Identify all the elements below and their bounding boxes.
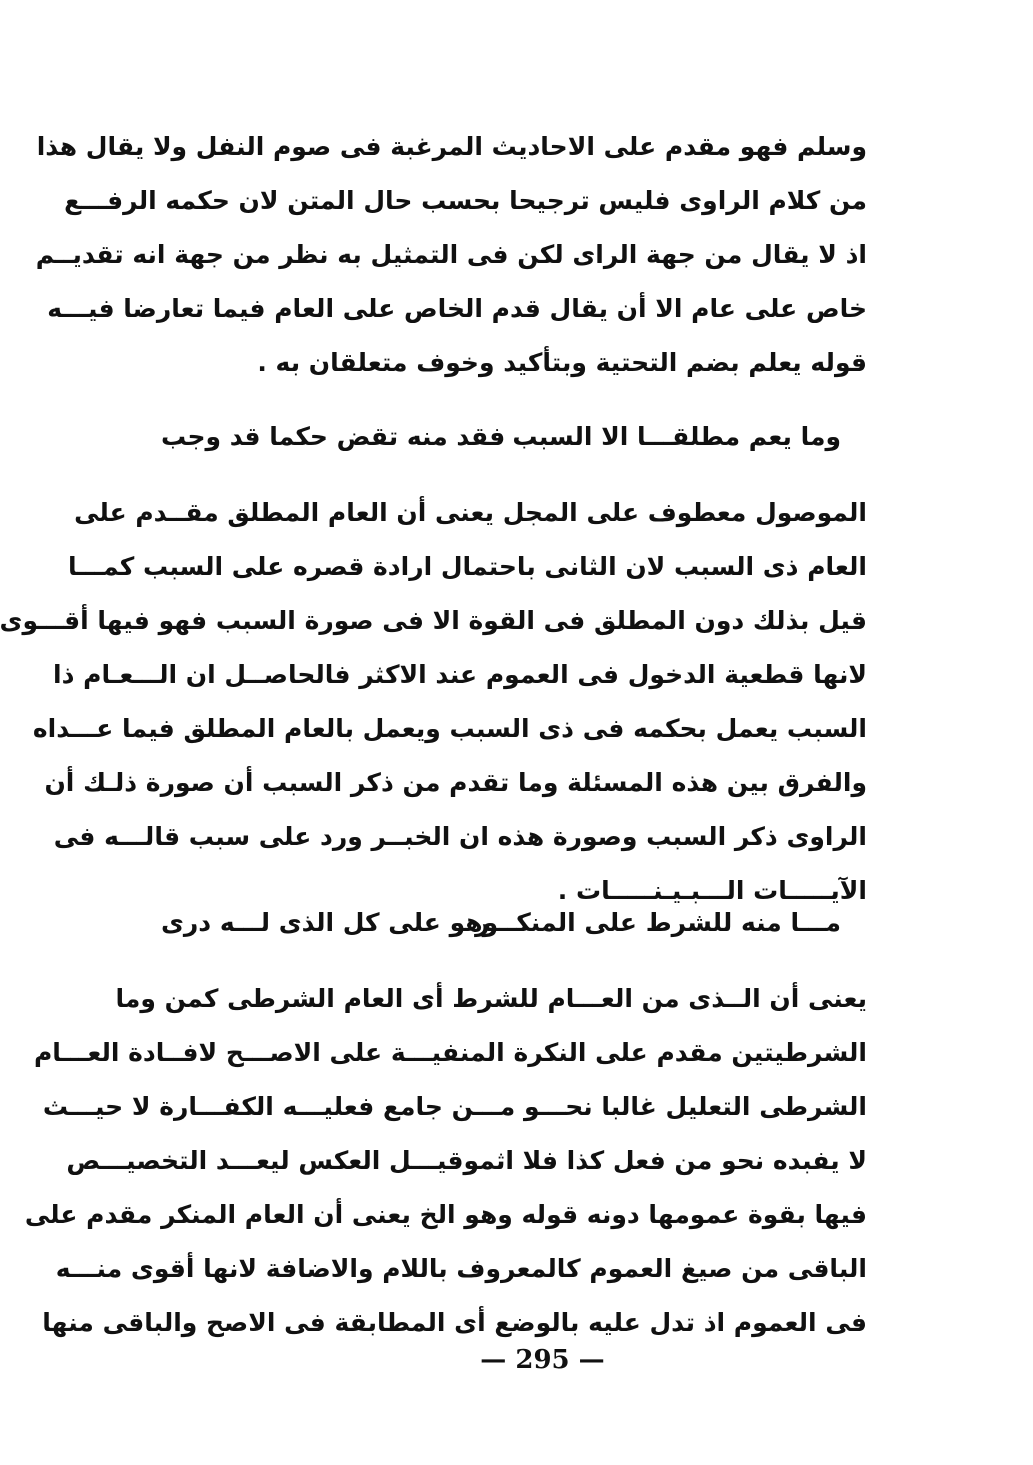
text-line: السبب يعمل بحكمه فى ذى السبب ويعمل بالعام المطلق فيما عـــداه — [32, 714, 867, 743]
text-line: الشرطيتين مقدم على النكرة المنفيـــة على الاصـــح لافــادة العـــام — [33, 1038, 867, 1067]
text-line: لانها قطعية الدخول فى العموم عند الاكثر فالحاصــل ان الـــعـام ذا — [53, 660, 867, 689]
verse-2 — [161, 896, 841, 950]
text-line: الباقى من صيغ العموم كالمعروف باللام والاضافة لانها أقوى منـــه — [55, 1254, 867, 1283]
text-line: العام ذى السبب لان الثانى باحتمال ارادة قصره على السبب كمـــا — [67, 552, 867, 581]
text-line: وسلم فهو مقدم على الاحاديث المرغبة فى صوم النفل ولا يقال هذا — [36, 132, 867, 161]
text-line: الموصول معطوف على المجل يعنى أن العام المطلق مقــدم على — [74, 498, 867, 527]
text-line: لا يفبده نحو من فعل كذا فلا اثموقيـــل العكس ليعـــد التخصيـــص — [66, 1146, 867, 1175]
page-number: — 295 — — [480, 1345, 605, 1375]
text-line: فيها بقوة عمومها دونه قوله وهو الخ يعنى أن العام المنكر مقدم على — [24, 1200, 867, 1229]
text-line: قيل بذلك دون المطلق فى القوة الا فى صورة السبب فهو فيها أقـــوى — [0, 606, 867, 635]
text-line: اذ لا يقال من جهة الراى لكن فى التمثيل به نظر من جهة انه تقديــم — [35, 240, 867, 269]
verse-second-hemistich: وهو على كل الذى لـــه درى — [161, 908, 499, 937]
verse-first-hemistich: مـــا منه للشرط على المنكـــر — [475, 908, 841, 937]
text-line: الشرطى التعليل غالبا نحـــو مـــن جامع فعليـــه الكفـــارة لا حيـــث — [42, 1092, 867, 1121]
verse-1 — [161, 410, 841, 464]
paragraph-2 — [0, 486, 867, 918]
text-line: والفرق بين هذه المسئلة وما تقدم من ذكر السبب أن صورة ذلـك أن — [44, 768, 867, 797]
text-line: الراوى ذكر السبب وصورة هذه ان الخبــر ورد على سبب قالـــه فى — [53, 822, 867, 851]
verse-first-hemistich: وما يعم مطلقـــا الا السبب — [512, 422, 841, 451]
text-line: قوله يعلم بضم التحتية وبتأكيد وخوف متعلقان به . — [257, 348, 867, 377]
text-line: خاص على عام الا أن يقال قدم الخاص على العام فيما تعارضا فيـــه — [47, 294, 867, 323]
text-line: الآيـــــات الـــبـيـنـــــات . — [557, 876, 867, 905]
paragraph-1 — [35, 120, 867, 390]
text-line: من كلام الراوى فليس ترجيحا بحسب حال المتن لان حكمه الرفـــع — [64, 186, 867, 215]
verse-second-hemistich: فقد منه تقض حكما قد وجب — [161, 422, 506, 451]
paragraph-3 — [24, 972, 867, 1350]
text-line: فى العموم اذ تدل عليه بالوضع أى المطابقة فى الاصح والباقى منها — [42, 1308, 867, 1337]
text-line: يعنى أن الــذى من العـــام للشرط أى العام الشرطى كمن وما — [115, 984, 867, 1013]
